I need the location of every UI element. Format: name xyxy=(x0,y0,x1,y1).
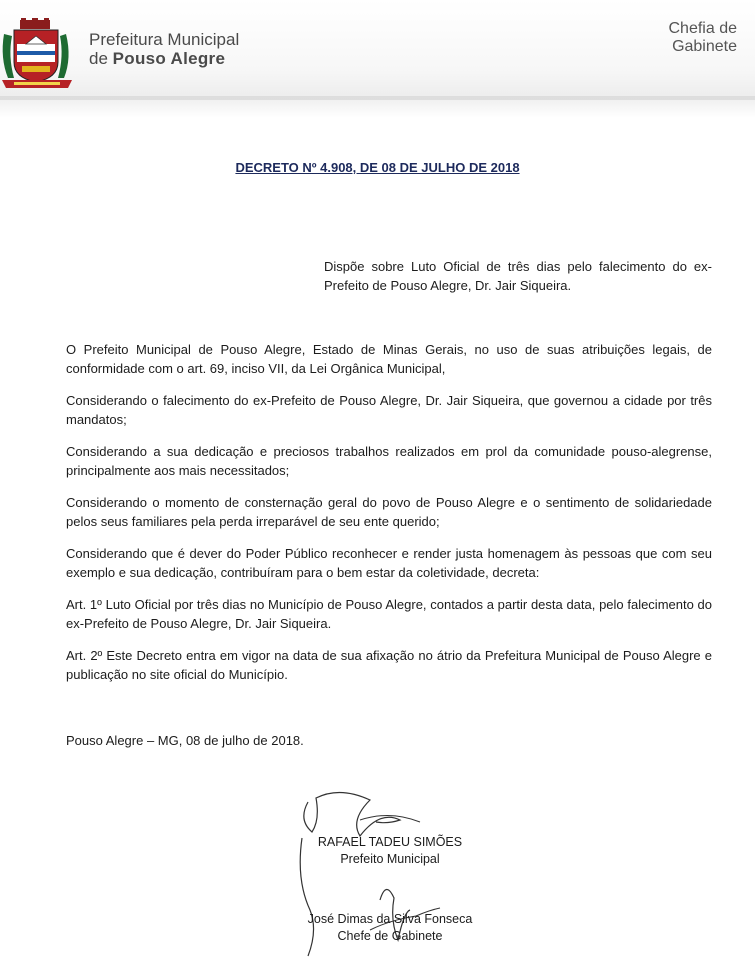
paragraph-considering-1: Considerando o falecimento do ex-Prefeito de Pouso Alegre, Dr. Jair Siqueira, que governou a cidade por três mandatos; xyxy=(66,393,712,427)
paragraph-article-2: Art. 2º Este Decreto entra em vigor na data de sua afixação no átrio da Prefeitura Municipal de Pouso Alegre e publicação no site oficial do Município. xyxy=(66,648,712,682)
decree-ementa: Dispõe sobre Luto Oficial de três dias pelo falecimento do ex-Prefeito de Pouso Alegre, Dr. Jair Siqueira. xyxy=(324,259,712,293)
mayor-signature-block xyxy=(300,834,480,868)
paragraph-considering-4: Considerando que é dever do Poder Público reconhecer e render justa homenagem às pessoas que com seu exemplo e sua dedicação, contribuíram para o bem estar da coletividade, decreta: xyxy=(66,546,712,580)
org-line-1: Prefeitura Municipal xyxy=(89,30,240,49)
paragraph-article-1: Art. 1º Luto Oficial por três dias no Município de Pouso Alegre, contados a partir desta data, pelo falecimento do ex-Prefeito de Pouso Alegre, Dr. Jair Siqueira. xyxy=(66,597,712,631)
letterhead-shadow xyxy=(0,96,755,118)
organization-name xyxy=(89,30,239,68)
place-date: Pouso Alegre – MG, 08 de julho de 2018. xyxy=(66,733,304,748)
mayor-role: Prefeito Municipal xyxy=(340,852,440,866)
org-line-2 xyxy=(89,49,239,68)
paragraph-preamble: O Prefeito Municipal de Pouso Alegre, Estado de Minas Gerais, no uso de suas atribuições legais, de conformidade com o art. 69, inciso VII, da Lei Orgânica Municipal, xyxy=(66,342,712,376)
org-line-2-prefix: de xyxy=(89,49,108,68)
org-city-name: Pouso Alegre xyxy=(112,49,226,68)
paragraph-considering-2: Considerando a sua dedicação e preciosos trabalhos realizados em prol da comunidade pouso-alegrense, principalmente aos mais necessitados; xyxy=(66,444,712,478)
chief-name: José Dimas da Silva Fonseca xyxy=(307,912,473,926)
decree-title: DECRETO Nº 4.908, DE 08 DE JULHO DE 2018 xyxy=(235,160,520,175)
paragraph-considering-3: Considerando o momento de consternação geral do povo de Pouso Alegre e o sentimento de solidariedade pelos seus familiares pela perda irreparável de seu ente querido; xyxy=(66,495,712,529)
chief-role: Chefe de Gabinete xyxy=(337,929,443,943)
chief-signature-block xyxy=(290,911,490,945)
department-name xyxy=(669,20,738,56)
dept-line-1: Chefia de xyxy=(668,20,737,37)
mayor-name: RAFAEL TADEU SIMÕES xyxy=(317,835,463,849)
letterhead xyxy=(0,0,755,100)
dept-line-2: Gabinete xyxy=(672,38,737,55)
municipal-coat-of-arms-icon xyxy=(0,18,74,90)
